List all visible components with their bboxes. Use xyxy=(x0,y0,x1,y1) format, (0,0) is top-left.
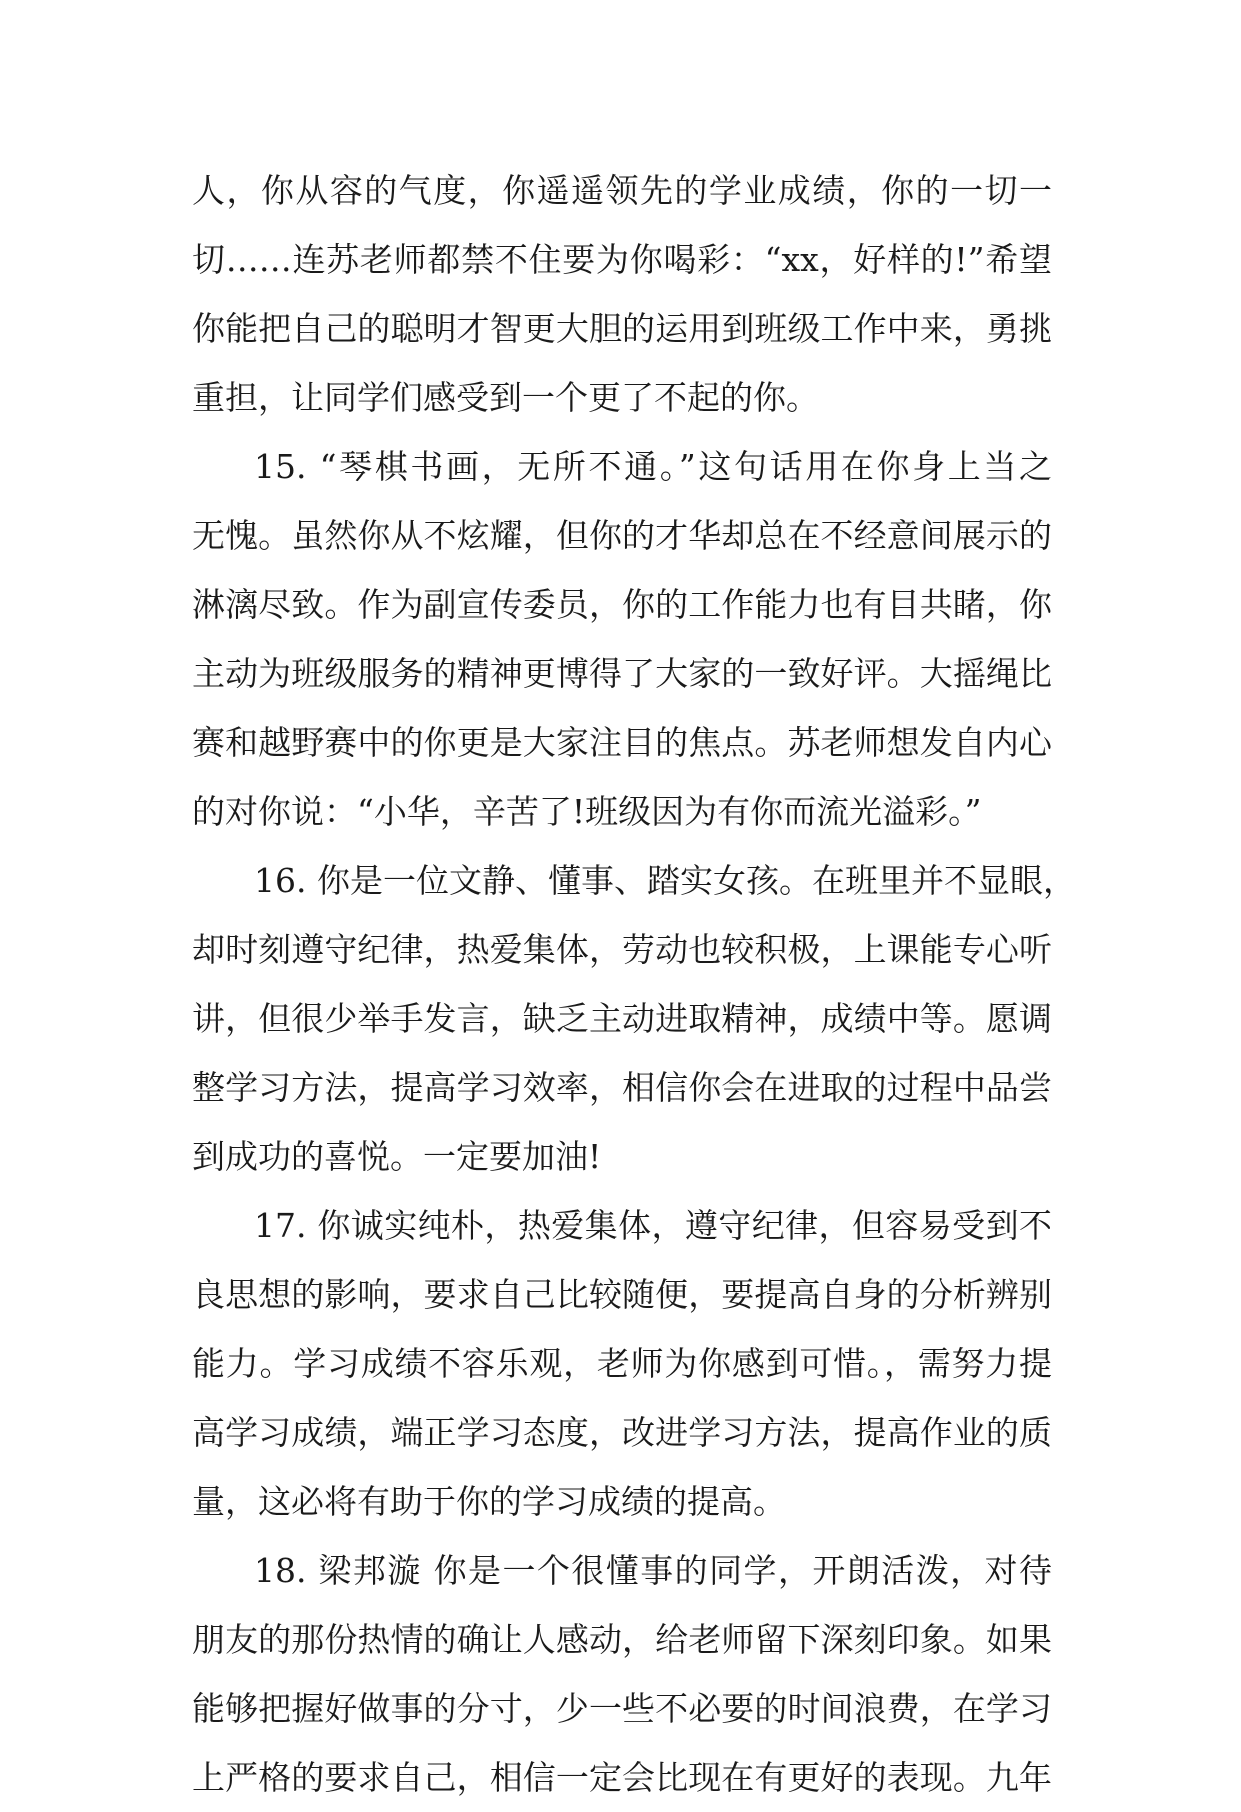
text-line: 15. “琴棋书画，无所不通。”这句话用在你身上当之 xyxy=(254,447,1052,486)
text-line: 良思想的影响，要求自己比较随便，要提高自身的分析辨别 xyxy=(192,1275,1052,1314)
text-line: 整学习方法，提高学习效率，相信你会在进取的过程中品尝 xyxy=(192,1068,1052,1107)
text-line: 重担，让同学们感受到一个更了不起的你。 xyxy=(192,378,819,417)
text-line: 人，你从容的气度，你遥遥领先的学业成绩，你的一切一 xyxy=(192,171,1052,210)
text-line: 17. 你诚实纯朴，热爱集体，遵守纪律，但容易受到不 xyxy=(254,1206,1052,1245)
text-line: 到成功的喜悦。一定要加油! xyxy=(192,1137,602,1176)
text-line: 16. 你是一位文静、懂事、踏实女孩。在班里并不显眼， xyxy=(254,861,1076,900)
paragraph-16 xyxy=(192,846,1076,1191)
text-line: 无愧。虽然你从不炫耀，但你的才华却总在不经意间展示的 xyxy=(192,516,1052,555)
text-line: 能够把握好做事的分寸，少一些不必要的时间浪费，在学习 xyxy=(192,1689,1052,1728)
text-line: 却时刻遵守纪律，热爱集体，劳动也较积极，上课能专心听 xyxy=(192,930,1052,969)
text-line: 淋漓尽致。作为副宣传委员，你的工作能力也有目共睹，你 xyxy=(192,585,1052,624)
text-line: 量，这必将有助于你的学习成绩的提高。 xyxy=(192,1482,786,1521)
text-line: 的对你说：“小华，辛苦了!班级因为有你而流光溢彩。” xyxy=(192,792,982,831)
body-text xyxy=(192,156,1076,1812)
text-line: 能力。学习成绩不容乐观，老师为你感到可惜。，需努力提 xyxy=(192,1344,1052,1383)
paragraph-18 xyxy=(192,1536,1052,1812)
paragraph-continued xyxy=(192,156,1052,432)
text-line: 主动为班级服务的精神更博得了大家的一致好评。大摇绳比 xyxy=(192,654,1052,693)
text-line: 上严格的要求自己，相信一定会比现在有更好的表现。九年 xyxy=(192,1758,1052,1797)
text-line: 18. 梁邦漩 你是一个很懂事的同学，开朗活泼，对待 xyxy=(254,1551,1052,1590)
text-line: 你能把自己的聪明才智更大胆的运用到班级工作中来，勇挑 xyxy=(192,309,1052,348)
text-line: 高学习成绩，端正学习态度，改进学习方法，提高作业的质 xyxy=(192,1413,1052,1452)
text-line: 朋友的那份热情的确让人感动，给老师留下深刻印象。如果 xyxy=(192,1620,1052,1659)
text-line: 切……连苏老师都禁不住要为你喝彩：“xx，好样的!”希望 xyxy=(192,240,1052,279)
text-line: 讲，但很少举手发言，缺乏主动进取精神，成绩中等。愿调 xyxy=(192,999,1052,1038)
text-line: 赛和越野赛中的你更是大家注目的焦点。苏老师想发自内心 xyxy=(192,723,1052,762)
paragraph-17 xyxy=(192,1191,1052,1536)
paragraph-15 xyxy=(192,432,1052,846)
